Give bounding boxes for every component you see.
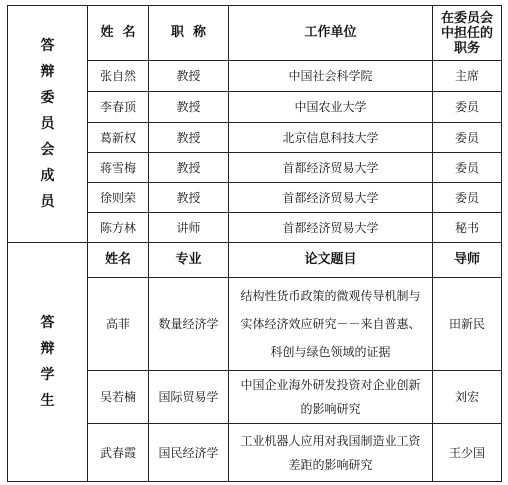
student-advisor: 田新民 [433, 278, 502, 371]
student-major: 国民经济学 [149, 424, 229, 482]
student-advisor: 王少国 [433, 424, 502, 482]
member-unit: 首都经济贸易大学 [229, 183, 433, 213]
student-name: 高菲 [88, 278, 149, 371]
students-side-label: 答辩学生 [8, 243, 88, 482]
member-role: 秘书 [433, 213, 502, 243]
member-role: 委员 [433, 153, 502, 183]
student-major: 数量经济学 [149, 278, 229, 371]
committee-side-label: 答辩委员会成员 [8, 6, 88, 243]
header-major: 专业 [149, 243, 229, 278]
header-advisor: 导师 [433, 243, 502, 278]
member-role: 委员 [433, 123, 502, 153]
member-unit: 中国社会科学院 [229, 61, 433, 92]
defense-info-table [7, 5, 502, 482]
member-title: 教授 [149, 183, 229, 213]
member-name: 李春顶 [88, 92, 149, 123]
member-title: 教授 [149, 123, 229, 153]
student-thesis: 结构性货币政策的微观传导机制与实体经济效应研究－－来自普惠、科创与绿色领域的证据 [229, 278, 433, 371]
member-role: 委员 [433, 183, 502, 213]
student-name: 武春霞 [88, 424, 149, 482]
header-thesis: 论文题目 [229, 243, 433, 278]
header-student-name: 姓名 [88, 243, 149, 278]
member-unit: 首都经济贸易大学 [229, 153, 433, 183]
student-major: 国际贸易学 [149, 371, 229, 424]
student-advisor: 刘宏 [433, 371, 502, 424]
member-title: 讲师 [149, 213, 229, 243]
member-name: 蒋雪梅 [88, 153, 149, 183]
member-unit: 北京信息科技大学 [229, 123, 433, 153]
member-name: 葛新权 [88, 123, 149, 153]
member-title: 教授 [149, 153, 229, 183]
header-name: 姓 名 [88, 6, 149, 61]
member-role: 主席 [433, 61, 502, 92]
member-role: 委员 [433, 92, 502, 123]
member-title: 教授 [149, 61, 229, 92]
student-thesis: 工业机器人应用对我国制造业工资差距的影响研究 [229, 424, 433, 482]
header-title: 职 称 [149, 6, 229, 61]
member-name: 徐则荣 [88, 183, 149, 213]
student-thesis: 中国企业海外研发投资对企业创新的影响研究 [229, 371, 433, 424]
header-unit: 工作单位 [229, 6, 433, 61]
header-role: 在委员会中担任的职务 [433, 6, 502, 61]
member-unit: 首都经济贸易大学 [229, 213, 433, 243]
member-unit: 中国农业大学 [229, 92, 433, 123]
member-title: 教授 [149, 92, 229, 123]
member-name: 张自然 [88, 61, 149, 92]
member-name: 陈方林 [88, 213, 149, 243]
student-name: 吴若楠 [88, 371, 149, 424]
